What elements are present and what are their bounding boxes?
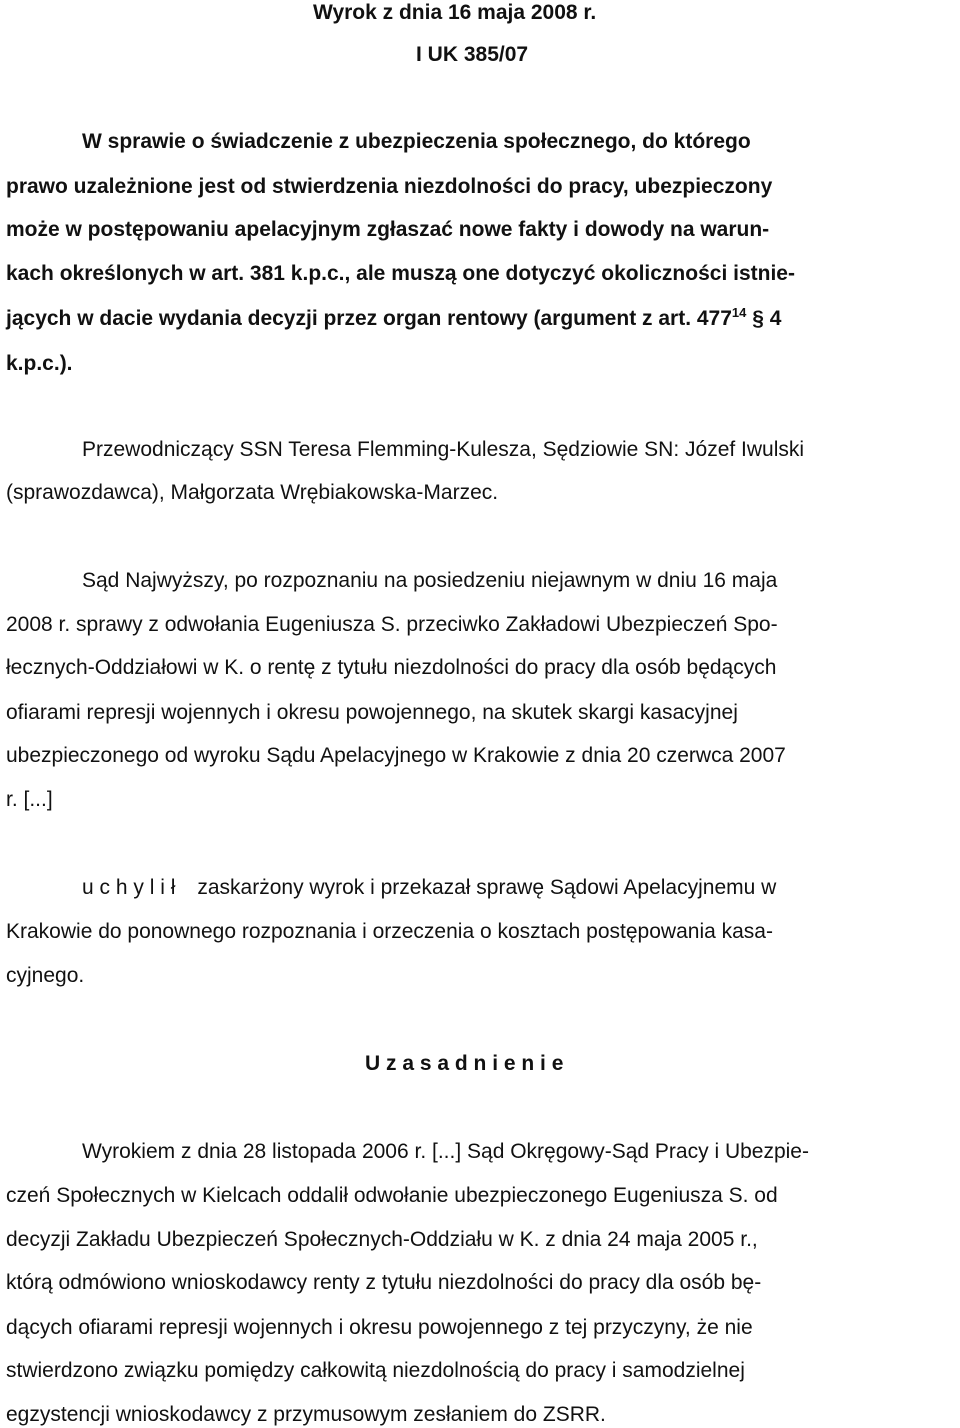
thesis-line-5 <box>6 305 782 330</box>
ruling-line-5: ubezpieczonego od wyroku Sądu Apelacyjnego w Krakowie z dnia 20 czerwca 2007 <box>6 744 786 767</box>
decision-line-1-rest: zaskarżony wyrok i przekazał sprawę Sądowi Apelacyjnemu w <box>197 876 777 899</box>
panel-line-2: (sprawozdawca), Małgorzata Wrębiakowska-Marzec. <box>6 481 499 504</box>
ruling-line-6: r. [...] <box>6 788 53 811</box>
decision-line-1 <box>82 877 776 898</box>
justification-line-3: decyzji Zakładu Ubezpieczeń Społecznych-Oddziału w K. z dnia 24 maja 2005 r., <box>6 1228 758 1251</box>
thesis-superscript: 14 <box>731 305 747 320</box>
thesis-line-4: kach określonych w art. 381 k.p.c., ale muszą one dotyczyć okoliczności istnie- <box>6 262 795 285</box>
thesis-line-6: k.p.c.). <box>6 352 73 375</box>
justification-line-2: czeń Społecznych w Kielcach oddalił odwołanie ubezpieczonego Eugeniusza S. od <box>6 1184 778 1207</box>
panel-line-1: Przewodniczący SSN Teresa Flemming-Kulesza, Sędziowie SN: Józef Iwulski <box>82 438 805 461</box>
judgment-date-title: Wyrok z dnia 16 maja 2008 r. <box>313 1 597 24</box>
case-number: I UK 385/07 <box>416 43 529 66</box>
decision-line-3: cyjnego. <box>6 964 85 987</box>
ruling-line-2: 2008 r. sprawy z odwołania Eugeniusza S. przeciwko Zakładowi Ubezpieczeń Spo- <box>6 613 778 636</box>
thesis-line-5-text: jących w dacie wydania decyzji przez organ rentowy (argument z art. 477 <box>6 307 732 330</box>
ruling-line-4: ofiarami represji wojennych i okresu powojennego, na skutek skargi kasacyjnej <box>6 701 738 724</box>
justification-line-1: Wyrokiem z dnia 28 listopada 2006 r. [...] Sąd Okręgowy-Sąd Pracy i Ubezpie- <box>82 1140 809 1163</box>
decision-verb: u c h y l i ł <box>82 876 176 899</box>
thesis-line-1: W sprawie o świadczenie z ubezpieczenia społecznego, do którego <box>82 130 751 153</box>
thesis-line-2: prawo uzależnione jest od stwierdzenia niezdolności do pracy, ubezpieczony <box>6 175 773 198</box>
ruling-line-1: Sąd Najwyższy, po rozpoznaniu na posiedzeniu niejawnym w dniu 16 maja <box>82 569 778 592</box>
justification-line-7: egzystencji wnioskodawcy z przymusowym zesłaniem do ZSRR. <box>6 1403 606 1426</box>
ruling-line-3: łecznych-Oddziałowi w K. o rentę z tytułu niezdolności do pracy dla osób będących <box>6 656 777 679</box>
thesis-paragraph-ref: § 4 <box>746 307 782 330</box>
justification-heading: U z a s a d n i e n i e <box>365 1052 564 1075</box>
justification-line-4: którą odmówiono wnioskodawcy renty z tytułu niezdolności do pracy dla osób bę- <box>6 1271 762 1294</box>
justification-line-5: dących ofiarami represji wojennych i okresu powojennego z tej przyczyny, że nie <box>6 1316 753 1339</box>
thesis-line-3: może w postępowaniu apelacyjnym zgłaszać nowe fakty i dowody na warun- <box>6 218 770 241</box>
decision-line-2: Krakowie do ponownego rozpoznania i orzeczenia o kosztach postępowania kasa- <box>6 920 773 943</box>
justification-line-6: stwierdzono związku pomiędzy całkowitą niezdolnością do pracy i samodzielnej <box>6 1359 745 1382</box>
